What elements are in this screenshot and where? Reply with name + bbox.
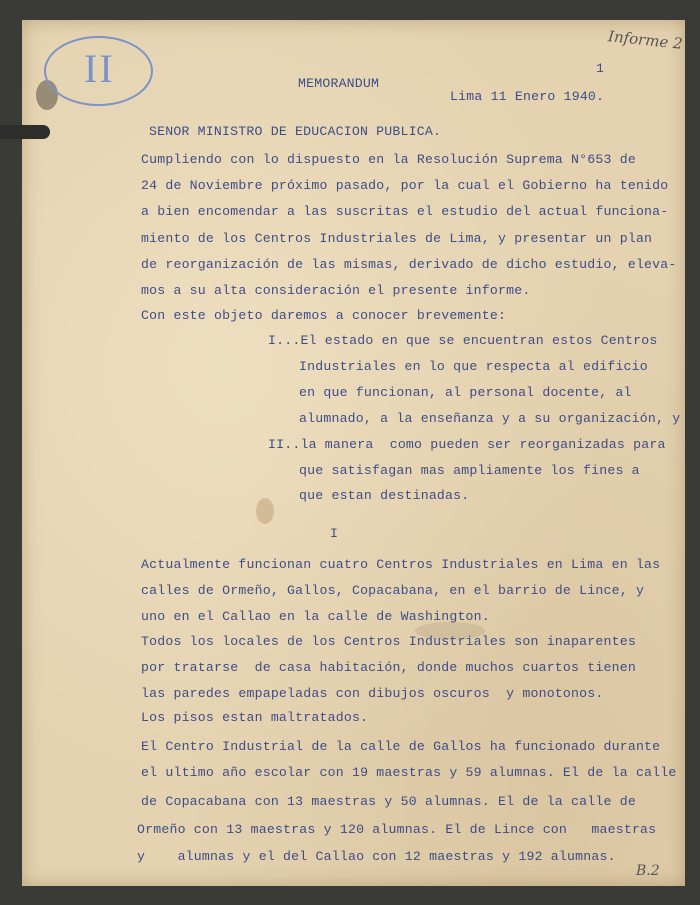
list-line: I...El estado en que se encuentran estos Centros xyxy=(268,333,658,348)
intro-line: a bien encomendar a las suscritas el estudio del actual funciona- xyxy=(141,204,669,219)
list-line: Industriales en lo que respecta al edificio xyxy=(299,359,648,374)
roman-numeral-mark: II xyxy=(84,46,115,91)
binding-clip xyxy=(0,125,50,139)
list-line: que estan destinadas. xyxy=(299,488,470,503)
body-line: por tratarse de casa habitación, donde muchos cuartos tienen xyxy=(141,660,636,675)
intro-line: miento de los Centros Industriales de Lima, y presentar un plan xyxy=(141,231,653,246)
memo-title: MEMORANDUM xyxy=(298,76,380,91)
body-line: El Centro Industrial de la calle de Gallos ha funcionado durante xyxy=(141,739,661,754)
body-line: Los pisos estan maltratados. xyxy=(141,710,369,725)
list-line: en que funcionan, al personal docente, al xyxy=(299,385,632,400)
body-line: uno en el Callao en la calle de Washington. xyxy=(141,609,490,624)
body-line: las paredes empapeladas con dibujos oscuros y monotonos. xyxy=(141,686,604,701)
bottom-handwritten-note: B.2 xyxy=(636,863,660,879)
list-line: que satisfagan mas ampliamente los fines a xyxy=(299,463,640,478)
body-line: Todos los locales de los Centros Industriales son inaparentes xyxy=(141,634,636,649)
corner-handwritten-note: Informe 2 xyxy=(607,27,684,53)
intro-line: de reorganización de las mismas, derivado de dicho estudio, eleva- xyxy=(141,257,677,272)
body-line: Actualmente funcionan cuatro Centros Industriales en Lima en las xyxy=(141,557,661,572)
list-line: II..la manera como pueden ser reorganizadas para xyxy=(268,437,666,452)
body-line: Ormeño con 13 maestras y 120 alumnas. El de Lince con maestras xyxy=(137,822,657,837)
intro-line: mos a su alta consideración el presente informe. xyxy=(141,283,531,298)
body-line: calles de Ormeño, Gallos, Copacabana, en el barrio de Lince, y xyxy=(141,583,645,598)
body-line: de Copacabana con 13 maestras y 50 alumnas. El de la calle de xyxy=(141,794,636,809)
intro-line: Cumpliendo con lo dispuesto en la Resolución Suprema N°653 de xyxy=(141,152,636,167)
recipient-line: SENOR MINISTRO DE EDUCACION PUBLICA. xyxy=(149,124,442,139)
intro-line: 24 de Noviembre próximo pasado, por la cual el Gobierno ha tenido xyxy=(141,178,669,193)
body-line: y alumnas y el del Callao con 12 maestras y 192 alumnas. xyxy=(137,849,616,864)
body-line: el ultimo año escolar con 19 maestras y 59 alumnas. El de la calle xyxy=(141,765,677,780)
page-number: 1 xyxy=(596,61,605,76)
document-page xyxy=(22,20,685,886)
section-heading: I xyxy=(330,526,339,541)
paper-stain xyxy=(256,498,274,524)
objective-line: Con este objeto daremos a conocer brevemente: xyxy=(141,308,507,323)
memo-date: Lima 11 Enero 1940. xyxy=(450,89,605,104)
list-line: alumnado, a la enseñanza y a su organización, y xyxy=(299,411,681,426)
